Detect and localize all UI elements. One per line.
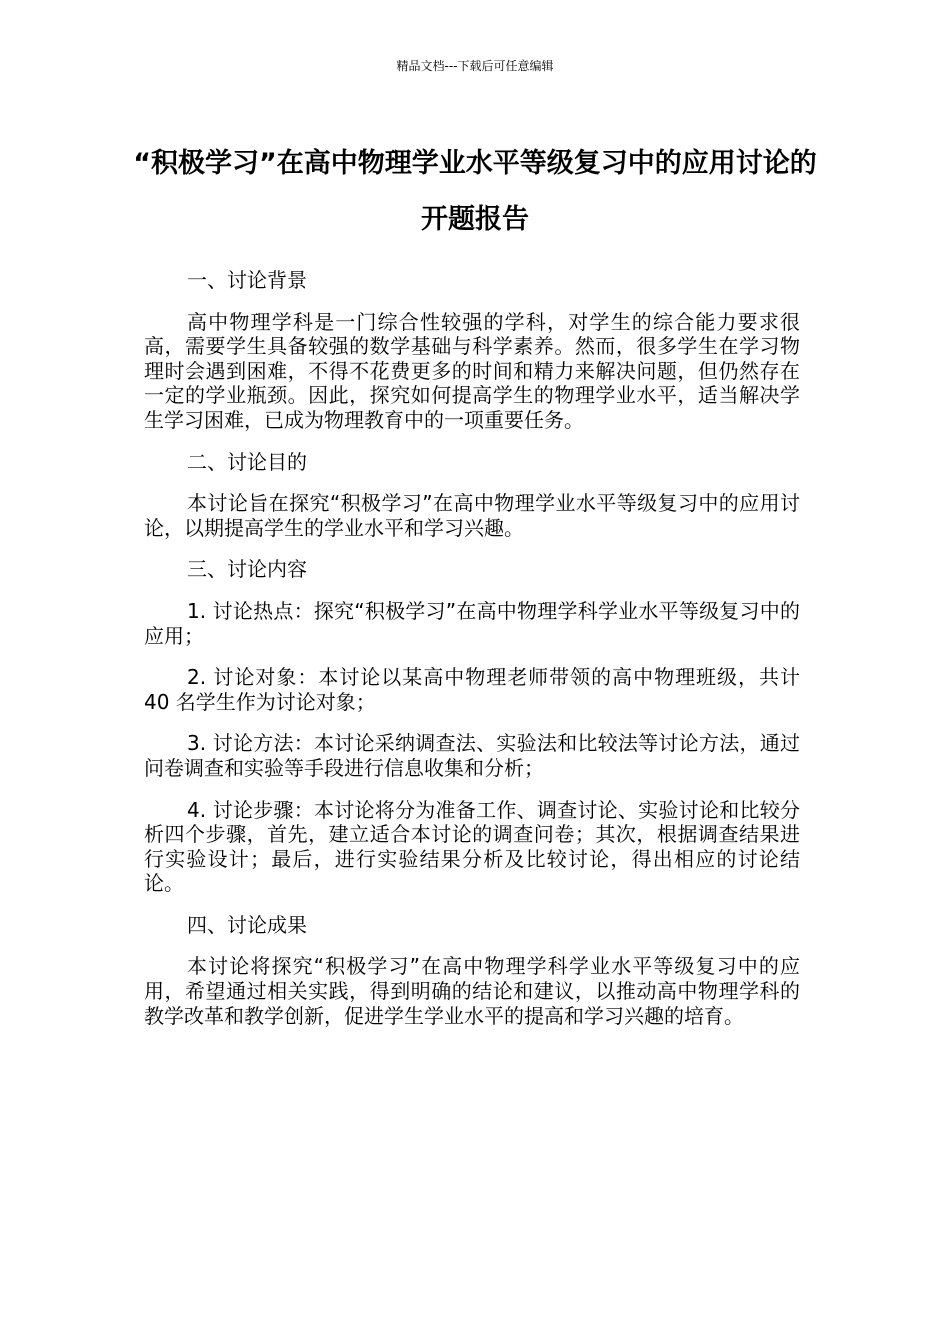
section-heading-purpose: 二、讨论目的 bbox=[187, 449, 307, 474]
section-heading-content: 三、讨论内容 bbox=[187, 557, 307, 582]
content-item-4: 4. 讨论步骤：本讨论将分为准备工作、调查讨论、实验讨论和比较分析四个步骤，首先，建立适合本讨论的调查问卷；其次，根据调查结果进行实验设计；最后，进行实验结果分析及比较讨论，得出相应的讨论结论。 bbox=[144, 797, 800, 896]
header-note: 精品文档---下载后可任意编辑 bbox=[396, 59, 554, 73]
section-heading-results: 四、讨论成果 bbox=[187, 912, 307, 937]
content-item-3: 3. 讨论方法：本讨论采纳调查法、实验法和比较法等讨论方法，通过问卷调查和实验等手段进行信息收集和分析； bbox=[144, 731, 800, 780]
document-body bbox=[144, 268, 800, 1045]
paragraph-results: 本讨论将探究“积极学习”在高中物理学科学业水平等级复习中的应用，希望通过相关实践，得到明确的结论和建议，以推动高中物理学科的教学改革和教学创新，促进学生学业水平的提高和学习兴趣的培育。 bbox=[144, 954, 800, 1028]
content-item-2: 2. 讨论对象：本讨论以某高中物理老师带领的高中物理班级，共计 40 名学生作为讨论对象； bbox=[144, 665, 800, 714]
content-item-1: 1. 讨论热点：探究“积极学习”在高中物理学科学业水平等级复习中的应用； bbox=[144, 598, 800, 648]
paragraph-background: 高中物理学科是一门综合性较强的学科，对学生的综合能力要求很高，需要学生具备较强的数学基础与科学素养。然而，很多学生在学习物理时会遇到困难，不得不花费更多的时间和精力来解决问题，但仍然存在一定的学业瓶颈。因此，探究如何提高学生的物理学业水平，适当解决学生学习困难，已成为物理教育中的一项重要任务。 bbox=[144, 309, 800, 432]
paragraph-purpose: 本讨论旨在探究“积极学习”在高中物理学业水平等级复习中的应用讨论，以期提高学生的学业水平和学习兴趣。 bbox=[144, 491, 800, 540]
section-heading-background: 一、讨论背景 bbox=[187, 268, 307, 292]
document-title: “积极学习”在高中物理学业水平等级复习中的应用讨论的开题报告 bbox=[133, 148, 817, 235]
